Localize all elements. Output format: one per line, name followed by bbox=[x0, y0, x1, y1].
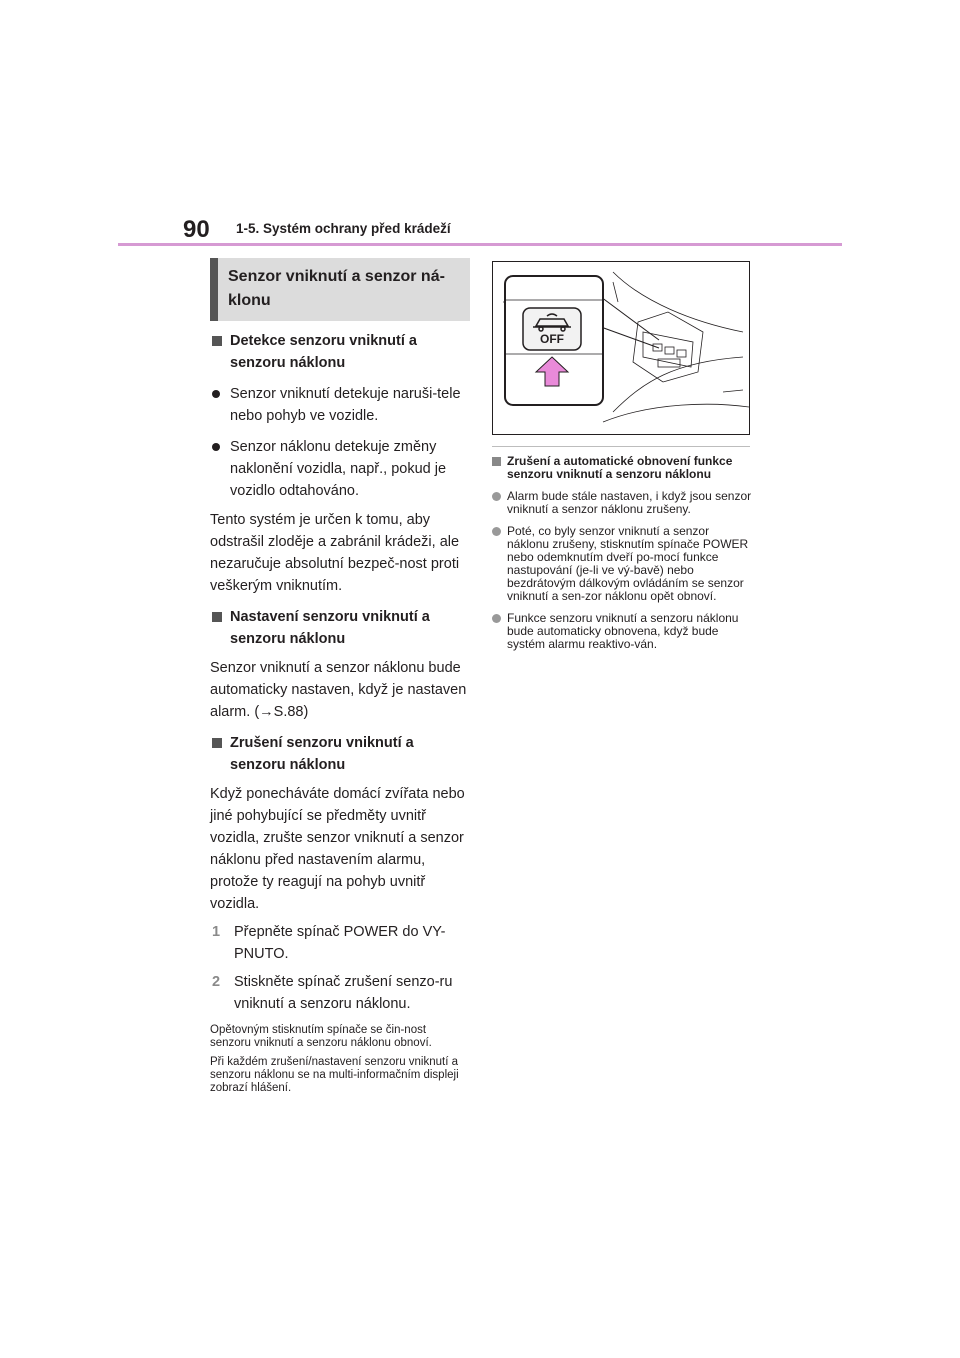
step-number: 1 bbox=[212, 924, 221, 940]
page-number: 90 bbox=[183, 216, 210, 243]
overhead-console-illustration bbox=[492, 261, 750, 435]
figure-divider bbox=[492, 446, 750, 447]
subheading-detection: Detekce senzoru vniknutí a senzoru náklonu bbox=[210, 330, 470, 374]
info-bullet: Poté, co byly senzor vniknutí a senzor náklonu zrušeny, stisknutím spínače POWER nebo odemknutím dveří po-mocí funkce nastupování (je-li ve vý-bavě) nebo bezdrátovým dálkovým ovládáním se senzor vniknutí a sen-zor náklonu opět obnoví. bbox=[492, 525, 752, 603]
bullet-item: Senzor náklonu detekuje změny naklonění vozidla, např., pokud je vozidlo odtahováno. bbox=[210, 436, 470, 502]
square-bullet-icon bbox=[212, 612, 222, 622]
note: Opětovným stisknutím spínače se čin-nost senzoru vniknutí a senzoru náklonu obnoví. bbox=[210, 1024, 432, 1049]
off-button-label: OFF bbox=[540, 332, 564, 346]
paragraph: Tento systém je určen k tomu, aby odstrašil zloděje a zabránil krádeži, ale nezaručuje absolutní bezpeč-nost proti veškerým vniknutím. bbox=[210, 512, 460, 594]
square-bullet-icon bbox=[212, 738, 222, 748]
info-bullet: Alarm bude stále nastaven, i když jsou senzor vniknutí a senzor náklonu zrušeny. bbox=[492, 490, 752, 516]
paragraph: Senzor vniknutí a senzor náklonu bude automaticky nastaven, když je nastaven alarm. (→S.88) bbox=[210, 660, 467, 720]
step-number: 2 bbox=[212, 974, 221, 990]
step-item: 2 Stiskněte spínač zrušení senzo-ru vniknutí a senzoru náklonu. bbox=[210, 971, 470, 1015]
square-bullet-icon bbox=[212, 336, 222, 346]
note: Při každém zrušení/nastavení senzoru vniknutí a senzoru náklonu se na multi-informačním displeji zobrazí hlášení. bbox=[210, 1056, 459, 1094]
subheading-cancel: Zrušení senzoru vniknutí a senzoru náklonu bbox=[210, 732, 470, 776]
square-bullet-icon bbox=[492, 457, 501, 466]
info-heading: Zrušení a automatické obnovení funkce senzoru vniknutí a senzoru náklonu bbox=[492, 455, 752, 481]
header-divider bbox=[118, 243, 842, 246]
bullet-item: Senzor vniknutí detekuje naruši-tele nebo pohyb ve vozidle. bbox=[210, 383, 470, 427]
bullet-dot-icon bbox=[212, 390, 220, 398]
console-drawing bbox=[493, 262, 749, 434]
section-heading: Senzor vniknutí a senzor ná-klonu bbox=[210, 258, 470, 321]
left-column bbox=[210, 258, 470, 1095]
bullet-dot-icon bbox=[212, 443, 220, 451]
bullet-dot-icon bbox=[492, 527, 501, 536]
bullet-dot-icon bbox=[492, 492, 501, 501]
chapter-title: 1-5. Systém ochrany před krádeží bbox=[236, 221, 451, 236]
paragraph: Když ponecháváte domácí zvířata nebo jiné pohybující se předměty uvnitř vozidla, zrušte senzor vniknutí a senzor náklonu před nastavením alarmu, protože ty reagují na pohyb uvnitř vozidla. bbox=[210, 786, 465, 912]
step-item: 1 Přepněte spínač POWER do VY-PNUTO. bbox=[210, 921, 470, 965]
subheading-setting: Nastavení senzoru vniknutí a senzoru náklonu bbox=[210, 606, 470, 650]
right-column bbox=[492, 455, 752, 651]
bullet-dot-icon bbox=[492, 614, 501, 623]
info-bullet: Funkce senzoru vniknutí a senzoru náklonu bude automaticky obnovena, když bude systém alarmu reaktivo-ván. bbox=[492, 612, 752, 651]
